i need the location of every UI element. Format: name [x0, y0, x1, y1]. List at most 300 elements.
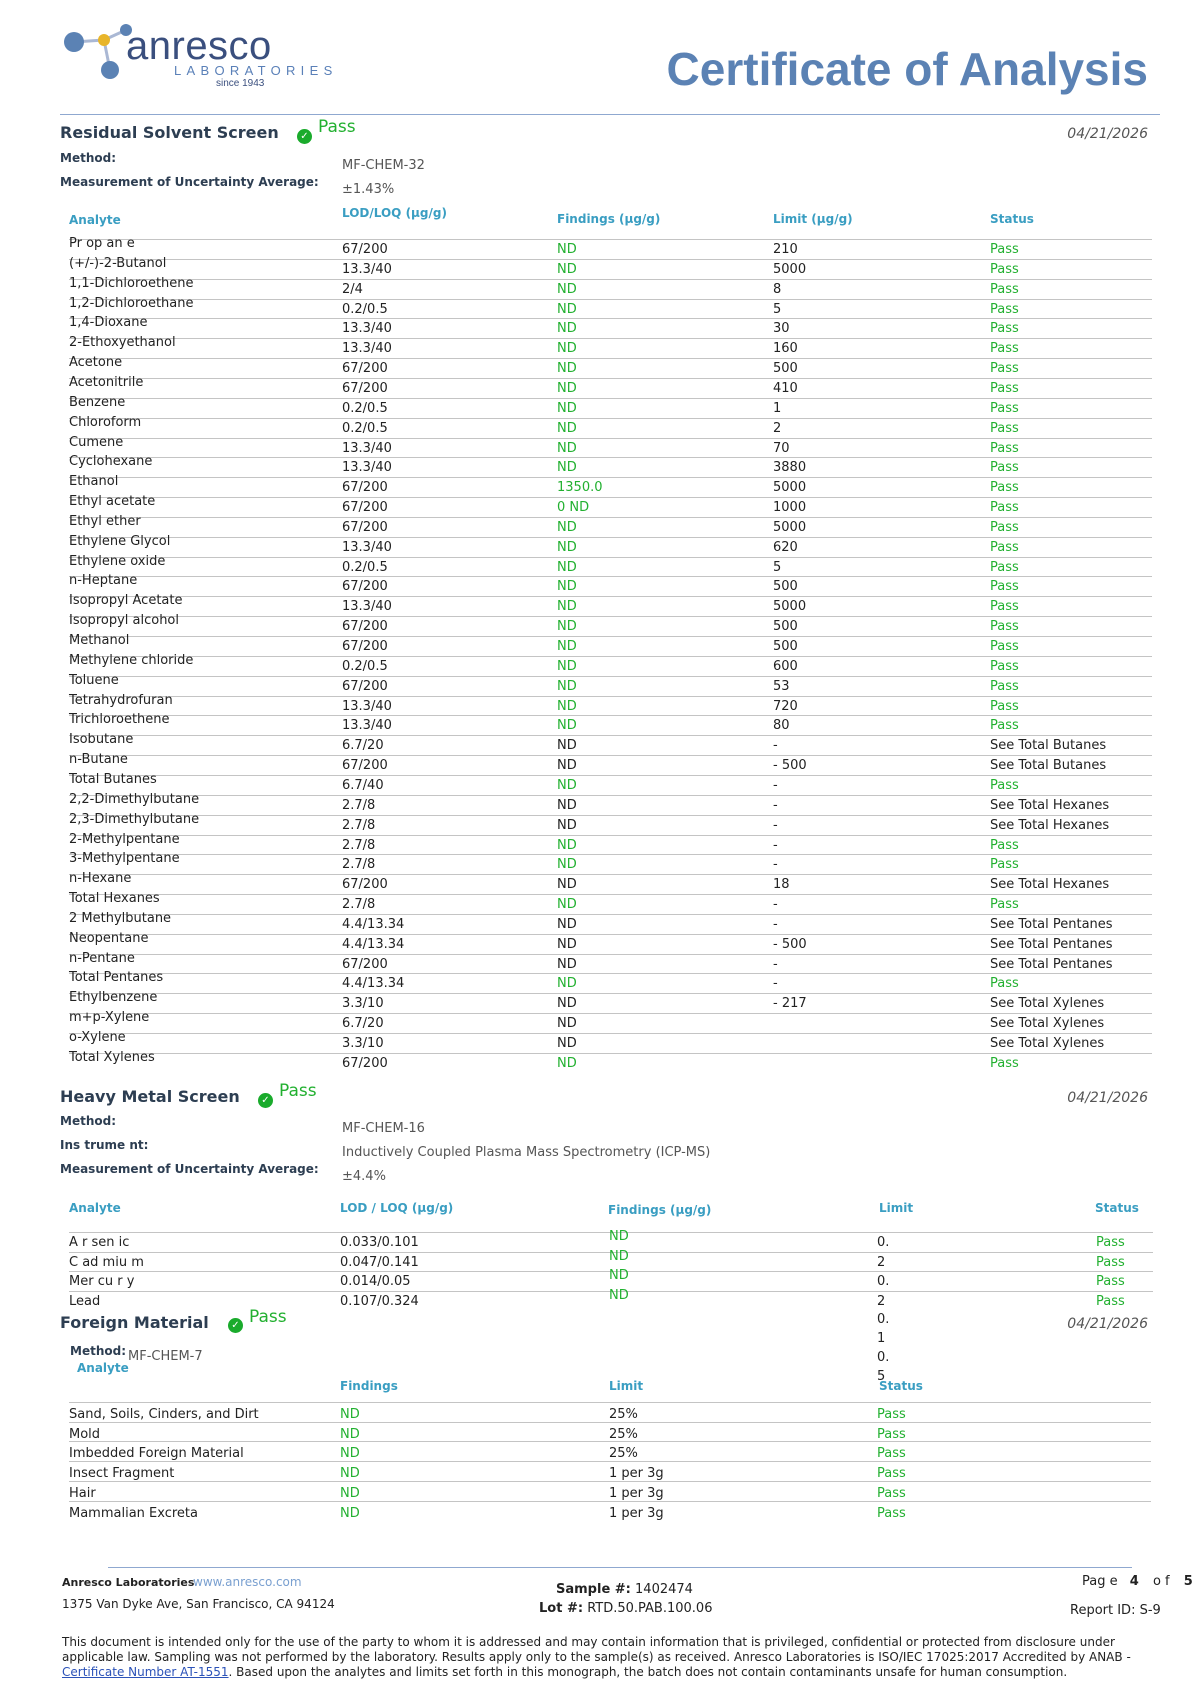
- page-number: 4: [1129, 1574, 1139, 1589]
- lod-cell: 67/200: [342, 639, 388, 654]
- analyte-cell: Total Xylenes: [69, 1049, 155, 1065]
- status-cell: Pass: [990, 341, 1019, 357]
- limit-cell: 5000: [773, 480, 807, 496]
- row-divider: [69, 358, 1152, 359]
- status-cell: Pass: [990, 380, 1019, 396]
- findings-cell: 0 ND: [557, 500, 590, 516]
- foreign-header-analyte: Analyte: [77, 1361, 129, 1375]
- lod-cell: 0.2/0.5: [342, 559, 388, 575]
- solvent-header-findings: Findings (µg/g): [557, 212, 661, 226]
- lod-cell: 13.3/40: [342, 698, 392, 714]
- limit-cell: -: [773, 738, 778, 754]
- row-divider: [69, 894, 1152, 895]
- findings-cell: ND: [557, 380, 577, 396]
- status-cell: See Total Xylenes: [990, 1016, 1105, 1032]
- findings-cell: ND: [557, 599, 577, 615]
- limit-cell: 500: [773, 639, 798, 654]
- status-cell: Pass: [990, 1055, 1019, 1071]
- findings-cell: ND: [557, 301, 577, 317]
- lod-cell: 2.7/8: [342, 797, 376, 813]
- analyte-cell: Total Pentanes: [69, 970, 164, 986]
- solvent-status: Pass: [318, 117, 356, 137]
- logo: [60, 18, 338, 93]
- analyte-cell: n-Hexane: [69, 871, 132, 887]
- lod-cell: 67/200: [342, 480, 388, 496]
- lod-cell: 6.7/40: [342, 777, 384, 793]
- analyte-cell: Mammalian Excreta: [69, 1505, 198, 1521]
- status-cell: Pass: [990, 480, 1019, 496]
- solvent-mu: ±1.43%: [342, 182, 395, 197]
- lod-cell: 67/200: [342, 678, 388, 694]
- limit-cell: 5000: [773, 599, 807, 615]
- row-divider: [69, 1461, 1151, 1462]
- foreign-section-title: Foreign Material: [60, 1313, 209, 1332]
- analyte-cell: Total Butanes: [69, 771, 157, 787]
- row-divider: [69, 1501, 1151, 1502]
- limit-cell: -: [773, 817, 778, 833]
- analyte-cell: 2-Ethoxyethanol: [69, 335, 176, 351]
- analyte-cell: Cumene: [69, 434, 124, 450]
- findings-cell: ND: [557, 400, 577, 416]
- lod-cell: 67/200: [342, 500, 388, 516]
- findings-cell: ND: [557, 420, 577, 436]
- analyte-cell: 2-Methylpentane: [69, 831, 180, 847]
- findings-cell: ND: [557, 897, 577, 913]
- findings-cell: ND: [557, 698, 577, 714]
- lod-cell: 6.7/20: [342, 1016, 384, 1032]
- row-divider: [69, 914, 1152, 915]
- limit-cell: 620: [773, 539, 798, 555]
- findings-cell: ND: [557, 559, 577, 575]
- row-divider: [69, 596, 1152, 597]
- row-divider: [69, 299, 1152, 300]
- analyte-cell: Isopropyl alcohol: [69, 613, 179, 629]
- status-cell: Pass: [877, 1407, 906, 1422]
- analyte-cell: (+/-)-2-Butanol: [69, 255, 167, 271]
- status-cell: See Total Pentanes: [990, 916, 1113, 932]
- status-cell: See Total Pentanes: [990, 956, 1113, 972]
- lod-cell: 13.3/40: [342, 599, 392, 615]
- analyte-cell: n-Pentane: [69, 950, 135, 966]
- row-divider: [69, 537, 1152, 538]
- status-cell: See Total Hexanes: [990, 817, 1110, 833]
- solvent-header-analyte: Analyte: [69, 213, 121, 227]
- row-divider: [69, 517, 1152, 518]
- analyte-cell: Mer cu r y: [69, 1274, 135, 1290]
- lod-cell: 67/200: [342, 758, 388, 774]
- limit-cell: -: [773, 897, 778, 913]
- limit-cell: 210: [773, 242, 798, 257]
- status-cell: Pass: [877, 1446, 906, 1462]
- status-cell: Pass: [990, 837, 1019, 853]
- row-divider: [69, 557, 1152, 558]
- findings-cell: ND: [557, 916, 577, 932]
- row-divider: [69, 1481, 1151, 1482]
- findings-cell: ND: [557, 440, 577, 456]
- metals-header-analyte: Analyte: [69, 1201, 121, 1215]
- findings-cell: ND: [609, 1288, 629, 1304]
- analyte-cell: 2,3-Dimethylbutane: [69, 811, 200, 827]
- analyte-cell: Toluene: [69, 672, 119, 688]
- findings-cell: ND: [340, 1485, 360, 1501]
- status-cell: Pass: [877, 1485, 906, 1501]
- limit-cell: 500: [773, 579, 798, 595]
- row-divider: [69, 636, 1152, 637]
- status-cell: See Total Xylenes: [990, 996, 1105, 1012]
- findings-cell: ND: [557, 519, 577, 535]
- row-divider: [69, 418, 1152, 419]
- status-cell: Pass: [990, 599, 1019, 615]
- limit-cell: 5: [773, 301, 782, 317]
- analyte-cell: Ethylene oxide: [69, 553, 166, 569]
- metals-instrument: Inductively Coupled Plasma Mass Spectrometry (ICP-MS): [342, 1145, 711, 1160]
- findings-cell: ND: [340, 1446, 360, 1462]
- row-divider: [69, 457, 1152, 458]
- status-cell: Pass: [990, 400, 1019, 416]
- row-divider: [69, 973, 1152, 974]
- limit-cell: -: [773, 837, 778, 853]
- findings-cell: ND: [340, 1466, 360, 1482]
- solvent-method-label: Method:: [60, 151, 116, 165]
- findings-cell: ND: [557, 242, 577, 257]
- lod-cell: 4.4/13.34: [342, 936, 405, 952]
- check-icon: ✓: [258, 1093, 273, 1108]
- lod-cell: 0.047/0.141: [340, 1254, 419, 1270]
- row-divider: [69, 378, 1152, 379]
- metals-mu: ±4.4%: [342, 1169, 386, 1184]
- analyte-cell: n-Heptane: [69, 573, 138, 589]
- lot-label: Lot #:: [539, 1601, 584, 1616]
- status-cell: See Total Xylenes: [990, 1036, 1105, 1051]
- metals-header-limit: Limit: [879, 1201, 914, 1215]
- lod-cell: 0.107/0.324: [340, 1294, 419, 1310]
- findings-cell: ND: [340, 1426, 360, 1442]
- status-cell: Pass: [990, 519, 1019, 535]
- lot-number: RTD.50.PAB.100.06: [587, 1601, 713, 1616]
- metals-method-label: Method:: [60, 1114, 116, 1128]
- row-divider: [69, 576, 1152, 577]
- findings-cell: ND: [557, 639, 577, 654]
- status-cell: Pass: [990, 718, 1019, 734]
- footer-sample: [556, 1582, 693, 1597]
- findings-cell: ND: [557, 877, 577, 893]
- metals-limit-overflow: 1: [877, 1331, 886, 1346]
- row-divider: [69, 815, 1152, 816]
- lod-cell: 67/200: [342, 242, 388, 257]
- analyte-cell: 3-Methylpentane: [69, 851, 180, 867]
- status-cell: Pass: [990, 777, 1019, 793]
- sample-number: 1402474: [635, 1582, 693, 1597]
- limit-cell: 1 per 3g: [609, 1505, 664, 1521]
- status-cell: Pass: [990, 857, 1019, 873]
- limit-cell: 1 per 3g: [609, 1485, 664, 1501]
- status-cell: Pass: [990, 242, 1019, 257]
- analyte-cell: 1,4-Dioxane: [69, 315, 148, 331]
- analyte-cell: Methylene chloride: [69, 652, 194, 668]
- findings-cell: ND: [340, 1407, 360, 1422]
- limit-cell: 80: [773, 718, 790, 734]
- metals-header-lod: LOD / LOQ (µg/g): [340, 1201, 454, 1215]
- findings-cell: ND: [557, 738, 577, 754]
- status-cell: Pass: [990, 897, 1019, 913]
- status-cell: Pass: [1096, 1235, 1125, 1250]
- page-total: 5: [1183, 1574, 1193, 1589]
- findings-cell: ND: [557, 857, 577, 873]
- analyte-cell: 1,2-Dichloroethane: [69, 295, 194, 311]
- limit-cell: - 500: [773, 936, 807, 952]
- metals-instrument-label: Ins trume nt:: [60, 1138, 149, 1152]
- analyte-cell: n-Butane: [69, 752, 128, 768]
- logo-since: since 1943: [216, 78, 265, 89]
- foreign-header-limit: Limit: [609, 1379, 644, 1393]
- analyte-cell: Isopropyl Acetate: [69, 593, 183, 609]
- lod-cell: 4.4/13.34: [342, 976, 405, 992]
- analyte-cell: Methanol: [69, 633, 130, 648]
- disclaimer: [62, 1635, 1147, 1680]
- row-divider: [69, 696, 1152, 697]
- row-divider: [69, 934, 1152, 935]
- metals-limit-overflow: 0.: [877, 1312, 890, 1327]
- limit-cell: 600: [773, 658, 798, 674]
- row-divider: [69, 318, 1152, 319]
- lod-cell: 6.7/20: [342, 738, 384, 754]
- findings-cell: ND: [557, 996, 577, 1012]
- check-icon: ✓: [228, 1318, 243, 1333]
- analyte-cell: C ad miu m: [69, 1254, 144, 1270]
- status-cell: Pass: [990, 559, 1019, 575]
- metals-limit-overflow: 0.: [877, 1350, 890, 1365]
- report-id: Report ID: S-9: [1070, 1603, 1161, 1618]
- solvent-header-lod: LOD/LOQ (µg/g): [342, 206, 447, 220]
- solvent-method: MF-CHEM-32: [342, 158, 425, 173]
- limit-cell: 2: [877, 1254, 886, 1270]
- findings-cell: ND: [557, 341, 577, 357]
- limit-cell: 5000: [773, 519, 807, 535]
- analyte-cell: Ethyl acetate: [69, 494, 156, 510]
- row-divider: [69, 1013, 1152, 1014]
- limit-cell: 25%: [609, 1446, 638, 1462]
- limit-cell: -: [773, 857, 778, 873]
- status-cell: Pass: [990, 420, 1019, 436]
- status-cell: Pass: [990, 361, 1019, 377]
- foreign-header-findings: Findings: [340, 1379, 398, 1393]
- limit-cell: 500: [773, 619, 798, 635]
- analyte-cell: Acetonitrile: [69, 374, 144, 390]
- foreign-method-label: Method:: [70, 1344, 126, 1358]
- metals-mu-label: Measurement of Uncertainty Average:: [60, 1162, 319, 1176]
- row-divider: [69, 477, 1152, 478]
- findings-cell: ND: [557, 1055, 577, 1071]
- analyte-cell: 1,1-Dichloroethene: [69, 275, 194, 291]
- lod-cell: 67/200: [342, 380, 388, 396]
- row-divider: [69, 854, 1152, 855]
- limit-cell: 5000: [773, 261, 807, 277]
- limit-cell: 500: [773, 361, 798, 377]
- check-icon: ✓: [297, 129, 312, 144]
- metals-limit-overflow: 5: [877, 1369, 886, 1384]
- analyte-cell: Hair: [69, 1485, 96, 1501]
- status-cell: See Total Pentanes: [990, 936, 1113, 952]
- analyte-cell: Ethanol: [69, 474, 119, 490]
- foreign-status: Pass: [249, 1307, 287, 1327]
- row-divider: [69, 438, 1152, 439]
- limit-cell: -: [773, 797, 778, 813]
- analyte-cell: Trichloroethene: [69, 712, 170, 728]
- status-cell: Pass: [990, 281, 1019, 297]
- analyte-cell: Imbedded Foreign Material: [69, 1446, 244, 1462]
- findings-cell: ND: [557, 1036, 577, 1051]
- lod-cell: 13.3/40: [342, 539, 392, 555]
- row-divider: [69, 676, 1152, 677]
- findings-cell: ND: [557, 1016, 577, 1032]
- findings-cell: ND: [557, 579, 577, 595]
- footer-divider: [108, 1567, 1132, 1568]
- solvent-mu-label: Measurement of Uncertainty Average:: [60, 175, 319, 189]
- limit-cell: 0.: [877, 1235, 890, 1250]
- row-divider: [69, 1422, 1151, 1423]
- limit-cell: 8: [773, 281, 782, 297]
- analyte-cell: Isobutane: [69, 732, 134, 748]
- limit-cell: 1000: [773, 500, 807, 516]
- metals-method: MF-CHEM-16: [342, 1121, 425, 1136]
- lod-cell: 0.014/0.05: [340, 1274, 411, 1290]
- status-cell: Pass: [990, 539, 1019, 555]
- row-divider: [69, 616, 1152, 617]
- findings-cell: ND: [557, 261, 577, 277]
- row-divider: [69, 1033, 1152, 1034]
- findings-cell: ND: [609, 1248, 629, 1264]
- lod-cell: 67/200: [342, 956, 388, 972]
- row-divider: [69, 795, 1152, 796]
- limit-cell: -: [773, 777, 778, 793]
- page-prefix: Pag e: [1082, 1574, 1118, 1589]
- row-divider: [69, 755, 1152, 756]
- lod-cell: 0.2/0.5: [342, 301, 388, 317]
- footer-website-link[interactable]: www.anresco.com: [193, 1575, 302, 1589]
- limit-cell: 1: [773, 400, 782, 416]
- row-divider: [69, 398, 1152, 399]
- header-divider: [60, 114, 1160, 115]
- status-cell: Pass: [877, 1466, 906, 1482]
- disclaimer-text-end: . Based upon the analytes and limits set forth in this monograph, the batch does not contain contaminants unsafe for human consumption.: [228, 1665, 1068, 1679]
- status-cell: Pass: [990, 579, 1019, 595]
- findings-cell: ND: [557, 797, 577, 813]
- analyte-cell: Ethylene Glycol: [69, 533, 171, 549]
- limit-cell: 720: [773, 698, 798, 714]
- limit-cell: 70: [773, 440, 790, 456]
- analyte-cell: Neopentane: [69, 930, 149, 946]
- lod-cell: 67/200: [342, 361, 388, 377]
- findings-cell: ND: [557, 758, 577, 774]
- status-cell: Pass: [1096, 1274, 1125, 1290]
- row-divider: [69, 735, 1152, 736]
- status-cell: Pass: [990, 639, 1019, 654]
- analyte-cell: Mold: [69, 1426, 101, 1442]
- lod-cell: 0.2/0.5: [342, 400, 388, 416]
- page-of: o f: [1152, 1574, 1170, 1589]
- foreign-date: 04/21/2026: [1067, 1316, 1148, 1332]
- status-cell: Pass: [990, 619, 1019, 635]
- analyte-cell: Benzene: [69, 394, 126, 410]
- findings-cell: ND: [557, 619, 577, 635]
- analyte-cell: 2 Methylbutane: [69, 910, 172, 926]
- limit-cell: 160: [773, 341, 798, 357]
- findings-cell: ND: [557, 281, 577, 297]
- findings-cell: ND: [557, 321, 577, 337]
- limit-cell: -: [773, 976, 778, 992]
- status-cell: See Total Hexanes: [990, 877, 1110, 893]
- limit-cell: 18: [773, 877, 790, 893]
- metals-header-status: Status: [1095, 1201, 1139, 1215]
- findings-cell: ND: [557, 361, 577, 377]
- lod-cell: 13.3/40: [342, 341, 392, 357]
- findings-cell: ND: [557, 539, 577, 555]
- limit-cell: - 500: [773, 758, 807, 774]
- status-cell: Pass: [990, 698, 1019, 714]
- analyte-cell: Chloroform: [69, 414, 142, 430]
- lod-cell: 13.3/40: [342, 460, 392, 476]
- row-divider: [69, 279, 1152, 280]
- findings-cell: ND: [557, 658, 577, 674]
- metals-status: Pass: [279, 1081, 317, 1101]
- footer-company: Anresco Laboratories: [62, 1576, 195, 1589]
- findings-cell: ND: [557, 976, 577, 992]
- limit-cell: -: [773, 916, 778, 932]
- analyte-cell: m+p-Xylene: [69, 1010, 150, 1026]
- findings-cell: ND: [557, 718, 577, 734]
- lod-cell: 13.3/40: [342, 321, 392, 337]
- findings-cell: ND: [557, 678, 577, 694]
- row-divider: [69, 1441, 1151, 1442]
- status-cell: Pass: [1096, 1294, 1125, 1310]
- limit-cell: 25%: [609, 1426, 638, 1442]
- certificate-link[interactable]: Certificate Number AT-1551: [62, 1665, 229, 1679]
- row-divider: [69, 1402, 1151, 1403]
- status-cell: Pass: [877, 1426, 906, 1442]
- lod-cell: 2.7/8: [342, 837, 376, 853]
- solvent-header-status: Status: [990, 212, 1034, 226]
- status-cell: Pass: [990, 321, 1019, 337]
- lod-cell: 2.7/8: [342, 817, 376, 833]
- foreign-header-status: Status: [879, 1379, 923, 1393]
- lod-cell: 67/200: [342, 619, 388, 635]
- analyte-cell: Total Hexanes: [69, 891, 160, 907]
- lod-cell: 67/200: [342, 579, 388, 595]
- analyte-cell: Cyclohexane: [69, 454, 153, 470]
- findings-cell: ND: [609, 1268, 629, 1284]
- findings-cell: ND: [557, 956, 577, 972]
- status-cell: See Total Butanes: [990, 758, 1107, 774]
- limit-cell: 410: [773, 380, 798, 396]
- limit-cell: 5: [773, 559, 782, 575]
- lod-cell: 2.7/8: [342, 897, 376, 913]
- analyte-cell: Pr op an e: [69, 236, 135, 251]
- analyte-cell: Insect Fragment: [69, 1466, 175, 1482]
- findings-cell: ND: [609, 1229, 629, 1244]
- analyte-cell: Tetrahydrofuran: [69, 692, 173, 708]
- solvent-section-title: Residual Solvent Screen: [60, 123, 279, 142]
- findings-cell: ND: [557, 460, 577, 476]
- row-divider: [69, 835, 1152, 836]
- analyte-cell: o-Xylene: [69, 1030, 126, 1045]
- footer-lot: [539, 1601, 712, 1616]
- analyte-cell: Acetone: [69, 355, 123, 371]
- disclaimer-text: This document is intended only for the use of the party to whom it is addressed and may contain information that is privileged, confidential or protected from disclosure under applicable law. Sampling was not performed by the laboratory. Results apply only to the sample(s) as received. Anresco Laboratories is ISO/IEC 17025:2017 Accredited by ANAB -: [62, 1635, 1131, 1664]
- analyte-cell: Lead: [69, 1294, 101, 1310]
- status-cell: Pass: [1096, 1254, 1125, 1270]
- limit-cell: 0.: [877, 1274, 890, 1290]
- limit-cell: 25%: [609, 1407, 638, 1422]
